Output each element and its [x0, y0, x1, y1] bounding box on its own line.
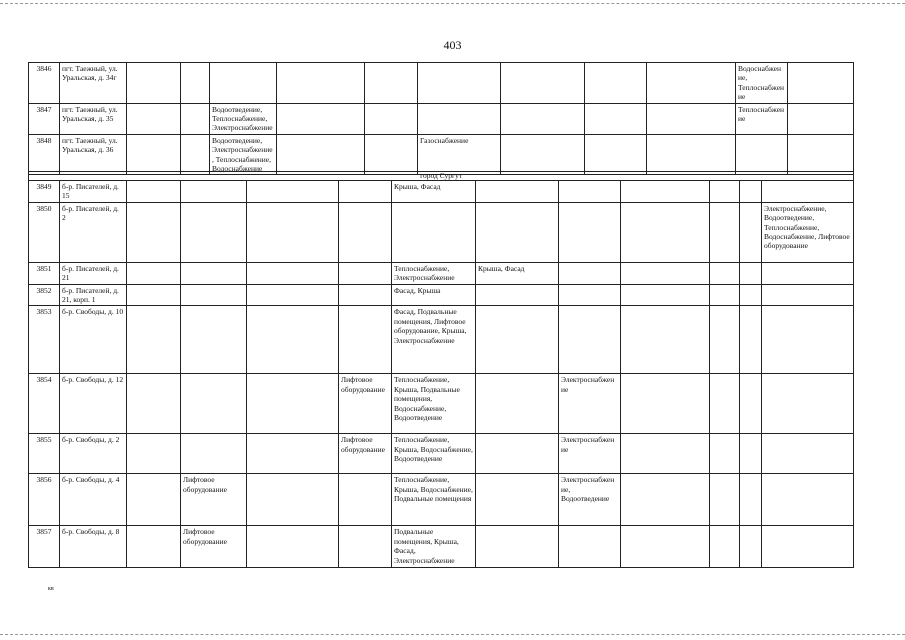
empty-cell	[277, 134, 365, 175]
table-cell: 3855	[29, 434, 60, 474]
empty-cell	[621, 181, 710, 203]
empty-cell	[621, 374, 710, 434]
empty-cell	[710, 181, 740, 203]
table-cell	[762, 306, 854, 374]
table-cell: 3853	[29, 306, 60, 374]
table-cell	[418, 103, 501, 134]
page-number: 403	[443, 38, 462, 52]
table-cell: Крыша, Фасад	[476, 262, 559, 284]
table-cell: 3846	[29, 63, 60, 104]
empty-cell	[710, 526, 740, 568]
table-cell	[181, 262, 247, 284]
table-cell: Лифтовое оборудование	[339, 434, 392, 474]
empty-cell	[585, 103, 647, 134]
empty-cell	[710, 306, 740, 374]
empty-cell	[710, 262, 740, 284]
empty-cell	[127, 474, 181, 526]
empty-cell	[247, 526, 339, 568]
table-cell	[476, 284, 559, 306]
table-cell	[559, 181, 621, 203]
table-cell: б-р. Писателей, д. 21, корп. 1	[60, 284, 127, 306]
table-cell: 3851	[29, 262, 60, 284]
empty-cell	[740, 181, 762, 203]
empty-cell	[585, 63, 647, 104]
table-row	[29, 262, 854, 284]
empty-cell	[647, 103, 736, 134]
table-cell: Подвальные помещения, Крыша, Фасад, Электроснабжение	[392, 526, 476, 568]
table-cell: пгт. Таежный, ул. Уральская, д. 34г	[60, 63, 127, 104]
table-cell	[762, 434, 854, 474]
table-cell	[762, 526, 854, 568]
table-cell: б-р. Свободы, д. 8	[60, 526, 127, 568]
empty-cell	[621, 526, 710, 568]
table-cell: Теплоснабжение, Крыша, Водоснабжение, Водоотведение	[392, 434, 476, 474]
empty-cell	[247, 434, 339, 474]
empty-cell	[247, 474, 339, 526]
empty-cell	[181, 63, 210, 104]
table-cell: Электроснабжение, Водоотведение	[559, 474, 621, 526]
table-cell	[339, 474, 392, 526]
table-cell	[559, 262, 621, 284]
table-row	[29, 202, 854, 262]
table-cell: Фасад, Крыша	[392, 284, 476, 306]
table-cell	[762, 474, 854, 526]
empty-cell	[740, 202, 762, 262]
table-cell	[339, 202, 392, 262]
table-cell: пгт. Таежный, ул. Уральская, д. 35	[60, 103, 127, 134]
empty-cell	[277, 103, 365, 134]
footer-stub: кв	[48, 586, 54, 592]
table-cell: 3857	[29, 526, 60, 568]
empty-cell	[710, 374, 740, 434]
empty-cell	[621, 202, 710, 262]
table-cell	[476, 474, 559, 526]
empty-cell	[501, 63, 585, 104]
table-cell: Теплоснабжение	[736, 103, 788, 134]
table-cell: б-р. Свободы, д. 4	[60, 474, 127, 526]
table-cell: 3849	[29, 181, 60, 203]
empty-cell	[365, 134, 418, 175]
empty-cell	[740, 434, 762, 474]
empty-cell	[710, 284, 740, 306]
empty-cell	[181, 103, 210, 134]
empty-cell	[501, 103, 585, 134]
table-cell	[339, 262, 392, 284]
empty-cell	[647, 134, 736, 175]
table-cell: 3852	[29, 284, 60, 306]
table-cell	[181, 181, 247, 203]
table-cell: Теплоснабжение, Электроснабжение	[392, 262, 476, 284]
table-cell	[418, 63, 501, 104]
empty-cell	[740, 306, 762, 374]
table-cell: Водоотведение, Электроснабжение, Теплоснабжение, Водоснабжение	[210, 134, 277, 175]
table-cell: 3848	[29, 134, 60, 175]
table-cell: Лифтовое оборудование	[339, 374, 392, 434]
table-cell: Водоотведение, Теплоснабжение, Электроснабжение	[210, 103, 277, 134]
table-cell	[762, 181, 854, 203]
empty-cell	[127, 181, 181, 203]
empty-cell	[247, 262, 339, 284]
empty-cell	[127, 202, 181, 262]
empty-cell	[501, 134, 585, 175]
table-cell: 3850	[29, 202, 60, 262]
table-row	[29, 284, 854, 306]
table-cell	[762, 284, 854, 306]
empty-cell	[127, 434, 181, 474]
empty-cell	[740, 262, 762, 284]
empty-cell	[247, 202, 339, 262]
city-heading-row	[29, 172, 854, 181]
table-cell	[339, 284, 392, 306]
empty-cell	[365, 103, 418, 134]
table-row	[29, 526, 854, 568]
table-cell: Электроснабжение	[559, 374, 621, 434]
table-cell	[736, 134, 788, 175]
table-cell	[210, 63, 277, 104]
table-row	[29, 103, 854, 134]
table-cell	[476, 181, 559, 203]
table-row	[29, 181, 854, 203]
scan-edge-top	[0, 3, 905, 4]
empty-cell	[788, 134, 854, 175]
empty-cell	[710, 434, 740, 474]
empty-cell	[127, 306, 181, 374]
table-row	[29, 306, 854, 374]
empty-cell	[127, 526, 181, 568]
empty-cell	[127, 262, 181, 284]
table-cell: б-р. Писателей, д. 2	[60, 202, 127, 262]
table-cell: б-р. Свободы, д. 10	[60, 306, 127, 374]
table-cell	[762, 262, 854, 284]
table-cell	[181, 202, 247, 262]
empty-cell	[647, 63, 736, 104]
scan-edge-bottom	[0, 634, 905, 635]
table-cell	[476, 374, 559, 434]
table-row	[29, 434, 854, 474]
table-cell	[476, 526, 559, 568]
empty-cell	[277, 63, 365, 104]
empty-cell	[127, 374, 181, 434]
table-cell	[392, 202, 476, 262]
empty-cell	[247, 306, 339, 374]
empty-cell	[740, 474, 762, 526]
table-cell: Газоснабжение	[418, 134, 501, 175]
empty-cell	[710, 474, 740, 526]
table-cell: б-р. Писателей, д. 15	[60, 181, 127, 203]
empty-cell	[710, 202, 740, 262]
empty-cell	[127, 284, 181, 306]
table-cell: Электроснабжение	[559, 434, 621, 474]
table-cell: Электроснабжение, Водоотведение, Теплоснабжение, Водоснабжение, Лифтовое оборудование	[762, 202, 854, 262]
table-cell: пгт. Таежный, ул. Уральская, д. 36	[60, 134, 127, 175]
empty-cell	[621, 474, 710, 526]
table-cell	[476, 434, 559, 474]
empty-cell	[740, 526, 762, 568]
table-cell	[181, 306, 247, 374]
table-cell	[339, 181, 392, 203]
table-cell: 3847	[29, 103, 60, 134]
table-row	[29, 63, 854, 104]
table-block-taezhny	[28, 62, 854, 175]
table-cell: Теплоснабжение, Крыша, Водоснабжение, Подвальные помещения	[392, 474, 476, 526]
table-cell: 3856	[29, 474, 60, 526]
empty-cell	[621, 434, 710, 474]
empty-cell	[740, 374, 762, 434]
table-cell	[559, 306, 621, 374]
empty-cell	[127, 103, 181, 134]
table-cell: Крыша, Фасад	[392, 181, 476, 203]
empty-cell	[247, 181, 339, 203]
table-cell	[559, 526, 621, 568]
table-cell	[339, 306, 392, 374]
empty-cell	[247, 284, 339, 306]
table-cell	[339, 526, 392, 568]
empty-cell	[621, 262, 710, 284]
table-cell: б-р. Свободы, д. 12	[60, 374, 127, 434]
table-block-surgut	[28, 171, 854, 568]
table-cell	[181, 284, 247, 306]
empty-cell	[788, 103, 854, 134]
empty-cell	[621, 284, 710, 306]
table-cell	[476, 306, 559, 374]
table-cell: 3854	[29, 374, 60, 434]
table-row	[29, 474, 854, 526]
table-cell: Лифтовое оборудование	[181, 474, 247, 526]
table-cell: Лифтовое оборудование	[181, 526, 247, 568]
table-cell: Фасад, Подвальные помещения, Лифтовое оборудование, Крыша, Электроснабжение	[392, 306, 476, 374]
table-cell: Водоснабжение, Теплоснабжение	[736, 63, 788, 104]
table-cell	[476, 202, 559, 262]
table-row	[29, 374, 854, 434]
table-cell	[181, 434, 247, 474]
table-cell: Теплоснабжение, Крыша, Подвальные помещения, Водоснабжение, Водоотведение	[392, 374, 476, 434]
table-cell	[559, 284, 621, 306]
empty-cell	[181, 134, 210, 175]
empty-cell	[788, 63, 854, 104]
empty-cell	[127, 63, 181, 104]
empty-cell	[247, 374, 339, 434]
table-cell	[762, 374, 854, 434]
empty-cell	[740, 284, 762, 306]
empty-cell	[585, 134, 647, 175]
city-heading: город Сургут	[29, 172, 854, 181]
table-cell: б-р. Писателей, д. 21	[60, 262, 127, 284]
empty-cell	[365, 63, 418, 104]
table-cell	[559, 202, 621, 262]
table-row	[29, 134, 854, 175]
empty-cell	[127, 134, 181, 175]
table-cell: б-р. Свободы, д. 2	[60, 434, 127, 474]
empty-cell	[621, 306, 710, 374]
table-cell	[181, 374, 247, 434]
